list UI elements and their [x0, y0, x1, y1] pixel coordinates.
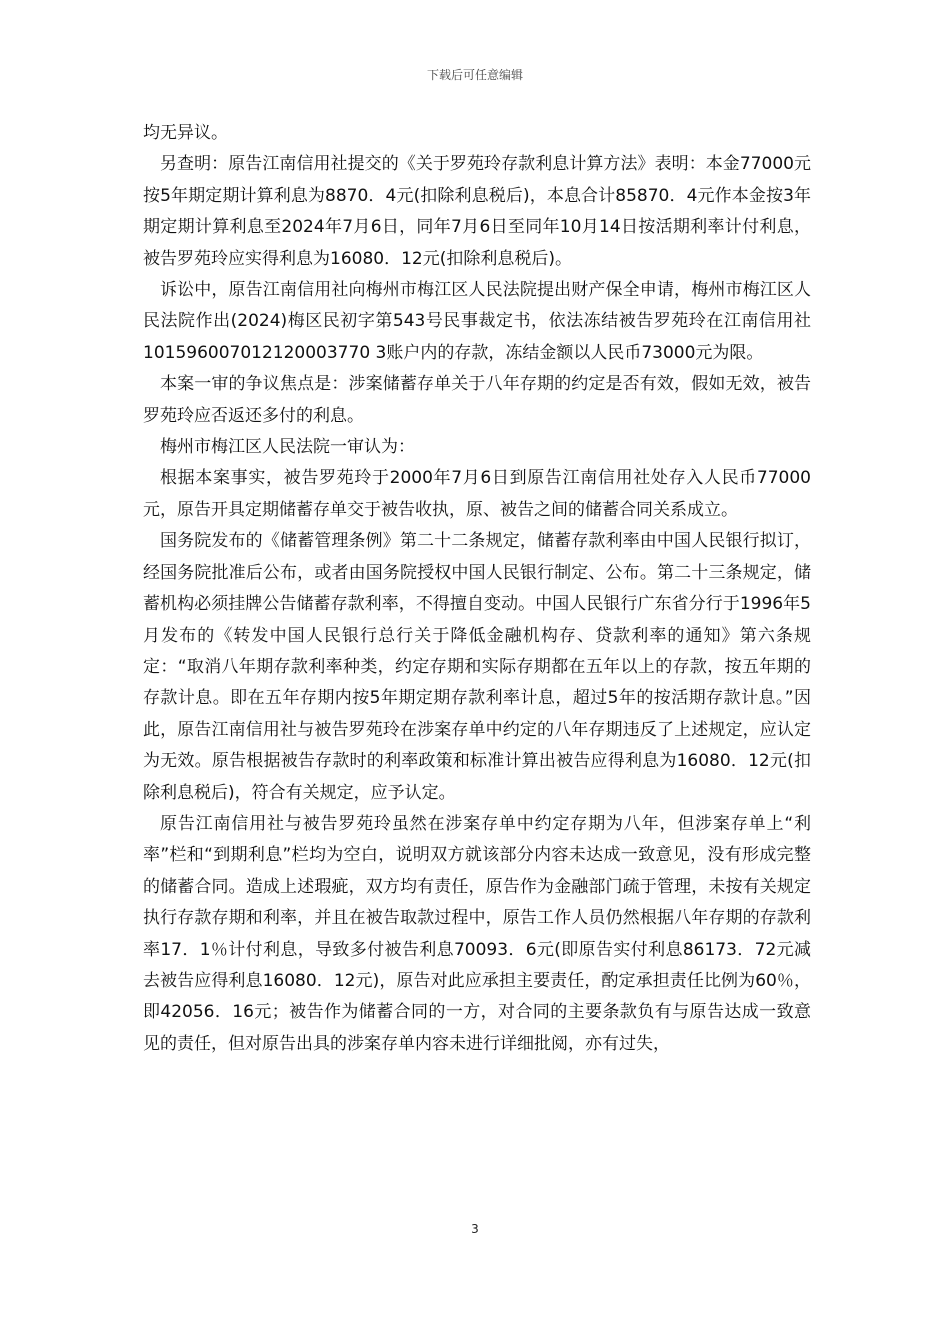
paragraph-interest-calculation: 另查明：原告江南信用社提交的《关于罗苑玲存款利息计算方法》表明：本金77000元按5年期定期计算利息为8870．4元(扣除利息税后)，本息合计85870．4元作本金按3年期定期计算利息至2024年7月6日，同年7月6日至同年10月14日按活期利率计付利息，被告罗苑玲应实得利息为16080．12元(扣除利息税后)。 — [143, 154, 811, 269]
paragraph-regulations: 国务院发布的《储蓄管理条例》第二十二条规定，储蓄存款利率由中国人民银行拟订，经国务院批准后公布，或者由国务院授权中国人民银行制定、公布。第二十三条规定，储蓄机构必须挂牌公告储蓄存款利率，不得擅自变动。中国人民银行广东省分行于1996年5月发布的《转发中国人民银行总行关于降低金融机构存、贷款利率的通知》第六条规定：“取消八年期存款利率种类，约定存期和实际存期都在五年以上的存款，按五年期的存款计息。即在五年存期内按5年期定期存款利率计息，超过5年的按活期存款计息。”因此，原告江南信用社与被告罗苑玲在涉案存单中约定的八年存期违反了上述规定，应认定为无效。原告根据被告存款时的利率政策和标准计算出被告应得利息为16080．12元(扣除利息税后)，符合有关规定，应予认定。 — [143, 531, 811, 803]
page-header: 下载后可任意编辑 — [426, 68, 523, 82]
paragraph-court-opinion-intro: 梅州市梅江区人民法院一审认为： — [160, 437, 415, 458]
paragraph-continuation: 均无异议。 — [143, 123, 228, 143]
paragraph-liability: 原告江南信用社与被告罗苑玲虽然在涉案存单中约定存期为八年，但涉案存单上“利率”栏和“到期利息”栏均为空白，说明双方就该部分内容未达成一致意见，没有形成完整的储蓄合同。造成上述瑕疵，双方均有责任，原告作为金融部门疏于管理，未按有关规定执行存款存期和利率，并且在被告取款过程中，原告工作人员仍然根据八年存期的存款利率17．1％计付利息，导致多付被告利息70093．6元(即原告实付利息86173．72元减去被告应得利息16080．12元)，原告对此应承担主要责任，酌定承担责任比例为60％，即42056．16元；被告作为储蓄合同的一方，对合同的主要条款负有与原告达成一致意见的责任，但对原告出具的涉案存单内容未进行详细批阅，亦有过失， — [143, 813, 811, 1054]
document-body — [143, 118, 811, 1060]
page-number: 3 — [471, 1222, 479, 1236]
paragraph-dispute-focus: 本案一审的争议焦点是：涉案储蓄存单关于八年存期的约定是否有效，假如无效，被告罗苑玲应否返还多付的利息。 — [143, 374, 811, 426]
paragraph-property-preservation: 诉讼中，原告江南信用社向梅州市梅江区人民法院提出财产保全申请，梅州市梅江区人民法院作出(2024)梅区民初字第543号民事裁定书，依法冻结被告罗苑玲在江南信用社101596007012120003770 3账户内的存款，冻结金额以人民币73000元为限。 — [143, 280, 811, 363]
paragraph-facts: 根据本案事实，被告罗苑玲于2000年7月6日到原告江南信用社处存入人民币77000元，原告开具定期储蓄存单交于被告收执，原、被告之间的储蓄合同关系成立。 — [143, 468, 811, 520]
